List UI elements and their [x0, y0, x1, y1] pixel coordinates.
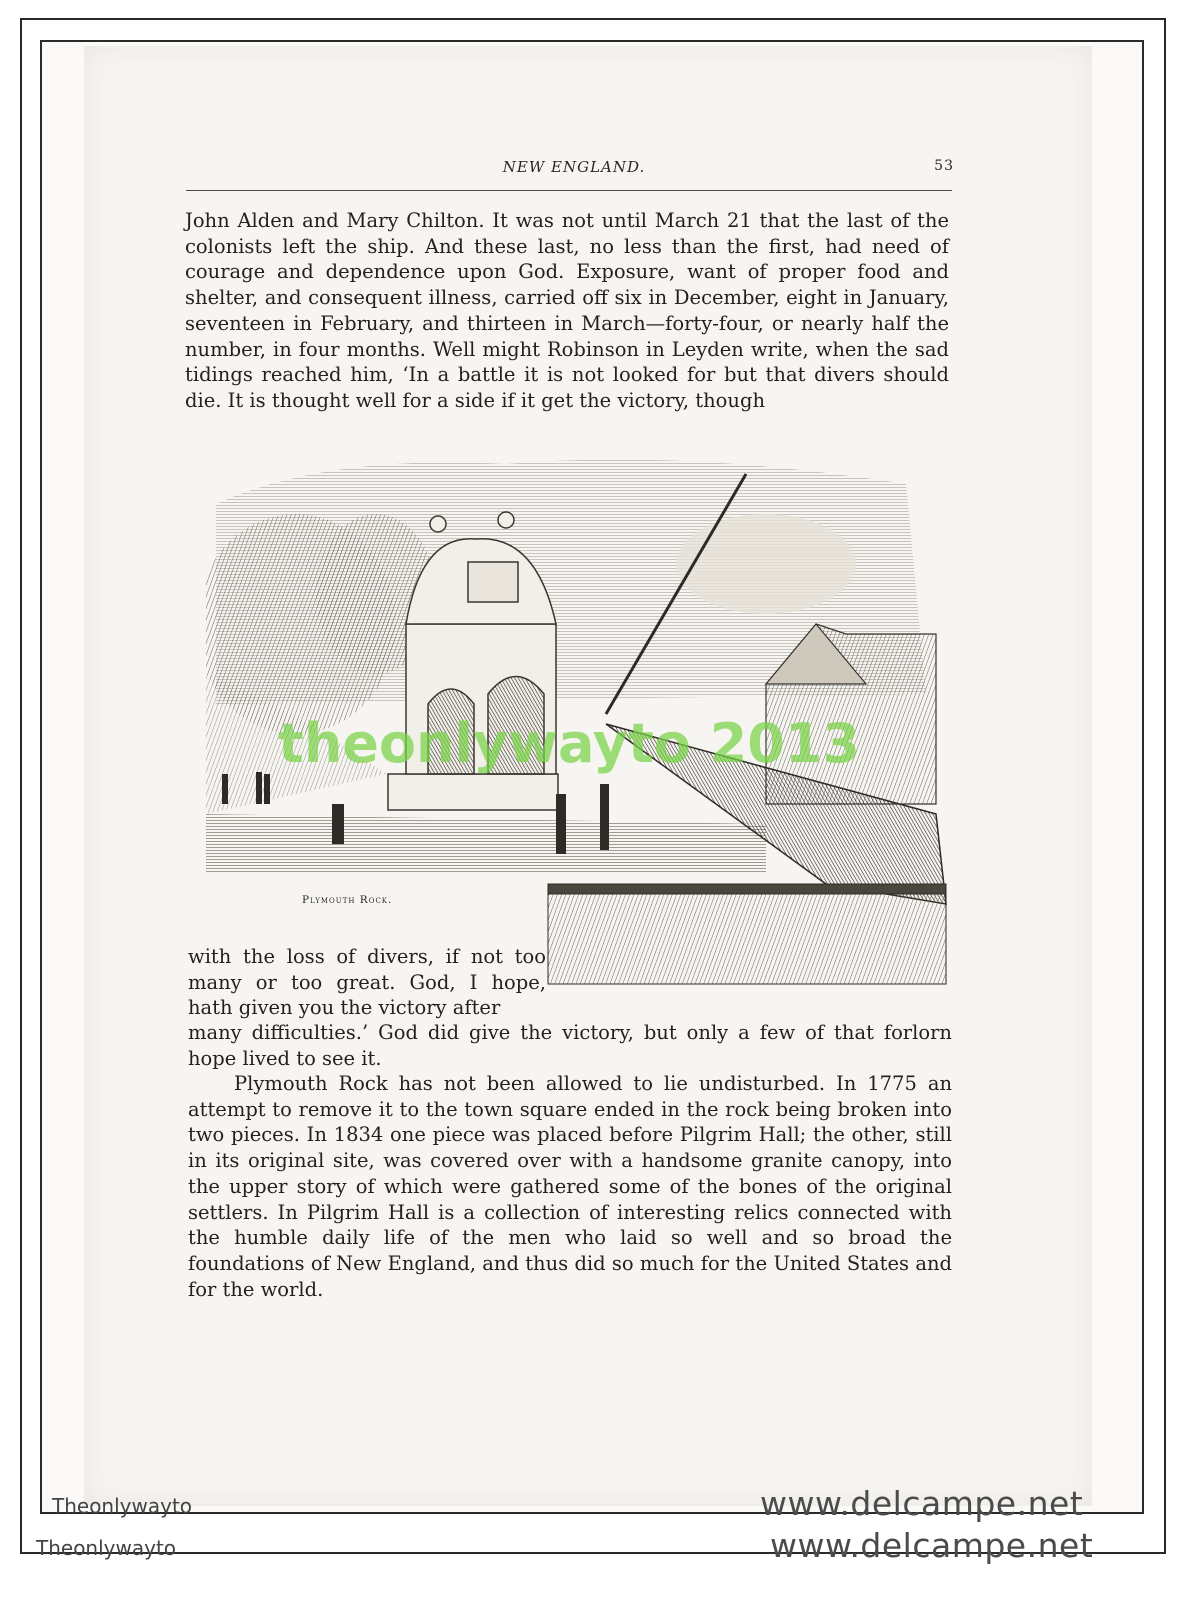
paragraph-1: John Alden and Mary Chilton. It was not until March 21 that the last of the colonists left the ship. And these last, no less than the first, had need of courage and dependence upon God. Exposure, want of proper food and shelter, and consequent illness, carried off six in December, eight in January, seventeen in February, and thirteen in March—forty-four, or nearly half the number, in four months. Well might Robinson in Leyden write, when the sad tidings reached him, ‘In a battle it is not looked for but that divers should die. It is thought well for a side if it get the victory, though — [185, 209, 949, 412]
illustration-caption: Plymouth Rock. — [302, 894, 393, 906]
site-link[interactable]: www.delcampe.net — [760, 1484, 1084, 1523]
seller-label: Theonlywayto — [36, 1536, 177, 1560]
running-title: NEW ENGLAND. — [502, 158, 646, 176]
engraving-ground — [206, 814, 766, 874]
paragraph-2-wrapped: with the loss of divers, if not too many or too great. God, I hope, hath given you the victory after — [188, 945, 546, 1020]
header-rule — [186, 190, 952, 191]
site-link[interactable]: www.delcampe.net — [770, 1526, 1094, 1565]
paragraph-2-continued: many difficulties.’ God did give the victory, but only a few of that forlorn hope lived to see it. — [188, 1021, 952, 1070]
paragraph-3: Plymouth Rock has not been allowed to lie undisturbed. In 1775 an attempt to remove it to the town square ended in the rock being broken into two pieces. In 1834 one piece was placed before Pilgrim Hall; the other, still in its original site, was covered over with a handsome granite canopy, into the upper story of which were gathered some of the bones of the original settlers. In Pilgrim Hall is a collection of interesting relics connected with the humble daily life of the men who laid so well and so broad the foundations of New England, and thus did so much for the United States and for the world. — [188, 1072, 952, 1301]
page-number: 53 — [934, 158, 954, 174]
seller-label: Theonlywayto — [52, 1494, 193, 1518]
page-header — [188, 158, 960, 182]
wharf — [548, 884, 946, 984]
watermark: theonlywayto 2013 — [278, 712, 861, 775]
